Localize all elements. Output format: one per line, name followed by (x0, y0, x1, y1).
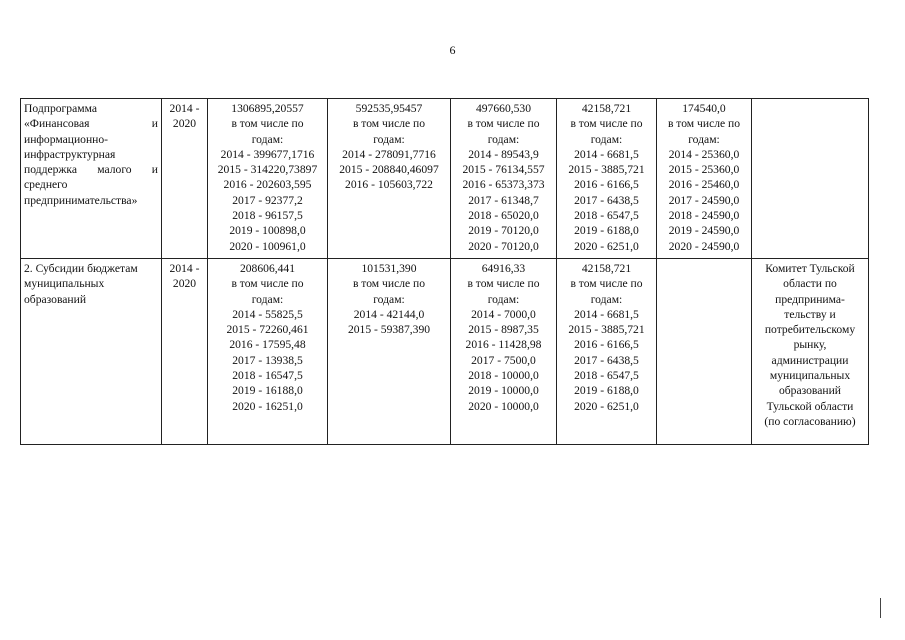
budget-table (20, 98, 869, 445)
federal-budget-cell (328, 99, 451, 259)
cell-text-line: 2018 - 6547,5 (574, 369, 639, 383)
cell-text-line: поддержка малого и (24, 163, 158, 177)
cell-text-line: в том числе по (352, 277, 426, 291)
cell-text-line: 2020 - 24590,0 (668, 239, 740, 253)
cell-text-line: информационно- (24, 132, 109, 146)
cell-text-line: 2014 - 42144,0 (353, 307, 425, 321)
cell-text-line: 2014 - 6681,5 (574, 147, 639, 161)
cell-text-line: 2016 - 25460,0 (668, 178, 740, 192)
cell-text-line: 2015 - 76134,557 (462, 163, 545, 177)
cell-text-line: 2020 - 100961,0 (229, 239, 306, 253)
cell-text-line: в том числе по (231, 277, 304, 291)
executor-cell (752, 99, 869, 259)
scan-edge-mark (880, 598, 881, 618)
cell-text-line: 2014 - 7000,0 (471, 307, 536, 321)
cell-text-line: 2014 - 25360,0 (668, 147, 740, 161)
regional-budget-cell (451, 99, 557, 259)
cell-text-line: 2017 - 13938,5 (232, 353, 303, 367)
cell-text-line: 2020 (172, 277, 197, 291)
cell-text-line: в том числе по (352, 117, 426, 131)
cell-text-line: 2018 - 16547,5 (232, 369, 303, 383)
cell-text-line: 2016 - 6166,5 (574, 338, 639, 352)
cell-text-line: 2016 - 11428,98 (465, 338, 542, 352)
cell-text-line: в том числе по (667, 117, 741, 131)
cell-text-line: 2018 - 65020,0 (468, 209, 539, 223)
local-budget-cell (557, 259, 657, 445)
cell-text-line: в том числе по (570, 277, 643, 291)
cell-text-line: 2019 - 16188,0 (232, 384, 303, 398)
cell-text-line: среднего (24, 178, 68, 192)
cell-text-line: муниципальных (24, 277, 105, 291)
cell-text-line: годам: (487, 292, 520, 306)
cell-text-line: 2014 - 89543,9 (468, 147, 539, 161)
cell-text-line: годам: (590, 292, 623, 306)
cell-text-line: 2015 - 208840,46097 (339, 163, 439, 177)
cell-text-line: в том числе по (570, 117, 643, 131)
cell-text-line: 101531,390 (361, 262, 417, 275)
cell-text-line: 2015 - 3885,721 (568, 323, 645, 337)
extrabudget-cell (657, 99, 752, 259)
cell-text-line: 174540,0 (682, 102, 726, 115)
cell-text-line: 592535,95457 (355, 102, 423, 115)
cell-text-line: 42158,721 (581, 102, 632, 115)
cell-text-line: 2015 - 25360,0 (668, 163, 740, 177)
local-budget-cell (557, 99, 657, 259)
cell-text-line: 497660,530 (475, 102, 532, 115)
cell-text-line: 2014 - 278091,7716 (342, 147, 436, 161)
cell-text-line: Подпрограмма (24, 102, 97, 115)
cell-text-line: 2020 - 6251,0 (574, 399, 639, 413)
cell-text-line: 2014 - (169, 102, 200, 115)
cell-text-line: годам: (373, 132, 405, 146)
cell-text-line: 2017 - 6438,5 (574, 193, 639, 207)
total-funding-cell (208, 259, 328, 445)
cell-text-line: 2016 - 105603,722 (345, 178, 433, 192)
cell-text-line: образований (778, 384, 842, 398)
subprogram-name-cell (21, 259, 162, 445)
cell-text-line: 2019 - 24590,0 (668, 224, 740, 238)
cell-text-line: годам: (590, 132, 623, 146)
cell-text-line: 2020 - 6251,0 (574, 239, 639, 253)
cell-text-line: 2015 - 72260,461 (226, 323, 309, 337)
extrabudget-cell (657, 259, 752, 445)
cell-text-line: 2017 - 24590,0 (668, 193, 740, 207)
cell-text-line: 2016 - 65373,373 (462, 178, 545, 192)
cell-text-line: в том числе по (467, 117, 540, 131)
cell-text-line: инфраструктурная (24, 147, 116, 161)
cell-text-line: в том числе по (467, 277, 540, 291)
cell-text-line: предпринимательства» (24, 193, 138, 207)
cell-text-line: рынку, (793, 338, 827, 352)
cell-text-line: 2019 - 6188,0 (574, 224, 639, 238)
cell-text-line: тельству и (784, 307, 836, 321)
cell-text-line: 42158,721 (581, 262, 632, 275)
cell-text-line: 2017 - 61348,7 (468, 193, 539, 207)
cell-text-line: 2016 - 202603,595 (223, 178, 312, 192)
table-row (21, 99, 869, 259)
cell-text-line: 2015 - 3885,721 (568, 163, 645, 177)
cell-text-line: 2016 - 17595,48 (229, 338, 306, 352)
cell-text-line: 2018 - 24590,0 (668, 209, 740, 223)
cell-text-line: 2018 - 96157,5 (232, 209, 303, 223)
cell-text-line: 2015 - 8987,35 (468, 323, 539, 337)
executor-cell (752, 259, 869, 445)
cell-text-line: 2020 - 16251,0 (232, 399, 303, 413)
cell-text-line: муниципальных (769, 369, 851, 383)
cell-text-line: 2014 - (169, 262, 200, 275)
cell-text-line: 64916,33 (481, 262, 526, 275)
years-cell (162, 99, 208, 259)
cell-text-line: в том числе по (231, 117, 304, 131)
cell-text-line: 2014 - 55825,5 (232, 307, 303, 321)
cell-text-line: годам: (251, 132, 284, 146)
cell-text-line: Комитет Тульской (765, 262, 855, 275)
cell-text-line: 2019 - 6188,0 (574, 384, 639, 398)
cell-text-line: (по согласованию) (764, 414, 856, 428)
cell-text-line: 2. Субсидии бюджетам (24, 262, 138, 275)
cell-text-line: 2017 - 7500,0 (471, 353, 536, 367)
cell-text-line: годам: (251, 292, 284, 306)
cell-text-line: 2019 - 100898,0 (229, 224, 306, 238)
cell-text-line: Тульской области (766, 399, 854, 413)
cell-text-line: администрации (771, 353, 849, 367)
cell-text-line: 1306895,20557 (231, 102, 304, 115)
cell-text-line: годам: (373, 292, 405, 306)
cell-text-line: 2015 - 59387,390 (347, 323, 431, 337)
regional-budget-cell (451, 259, 557, 445)
cell-text-line: предпринима- (775, 292, 845, 306)
cell-text-line: 2017 - 92377,2 (232, 193, 303, 207)
subprogram-name-cell (21, 99, 162, 259)
total-funding-cell (208, 99, 328, 259)
cell-text-line: 2014 - 399677,1716 (220, 147, 315, 161)
cell-text-line: 2020 (172, 117, 197, 131)
cell-text-line: 2019 - 70120,0 (468, 224, 539, 238)
cell-text-line: образований (24, 292, 87, 306)
cell-text-line: 2018 - 6547,5 (574, 209, 639, 223)
table-row (21, 259, 869, 445)
federal-budget-cell (328, 259, 451, 445)
cell-text-line: годам: (487, 132, 520, 146)
cell-text-line: 2020 - 70120,0 (468, 239, 539, 253)
cell-text-line: 208606,441 (239, 262, 296, 275)
cell-text-line: области по (783, 277, 837, 291)
cell-text-line: 2020 - 10000,0 (468, 399, 539, 413)
cell-text-line: 2016 - 6166,5 (574, 178, 639, 192)
cell-text-line: 2014 - 6681,5 (574, 307, 639, 321)
page-number: 6 (449, 43, 456, 57)
cell-text-line: потребительскому (764, 323, 856, 337)
cell-text-line: 2018 - 10000,0 (468, 369, 539, 383)
cell-text-line: годам: (688, 132, 720, 146)
years-cell (162, 259, 208, 445)
cell-text-line: 2017 - 6438,5 (574, 353, 639, 367)
cell-text-line: «Финансовая и (24, 117, 158, 131)
cell-text-line: 2019 - 10000,0 (468, 384, 539, 398)
table-body (21, 99, 869, 445)
cell-text-line: 2015 - 314220,73897 (217, 163, 318, 177)
